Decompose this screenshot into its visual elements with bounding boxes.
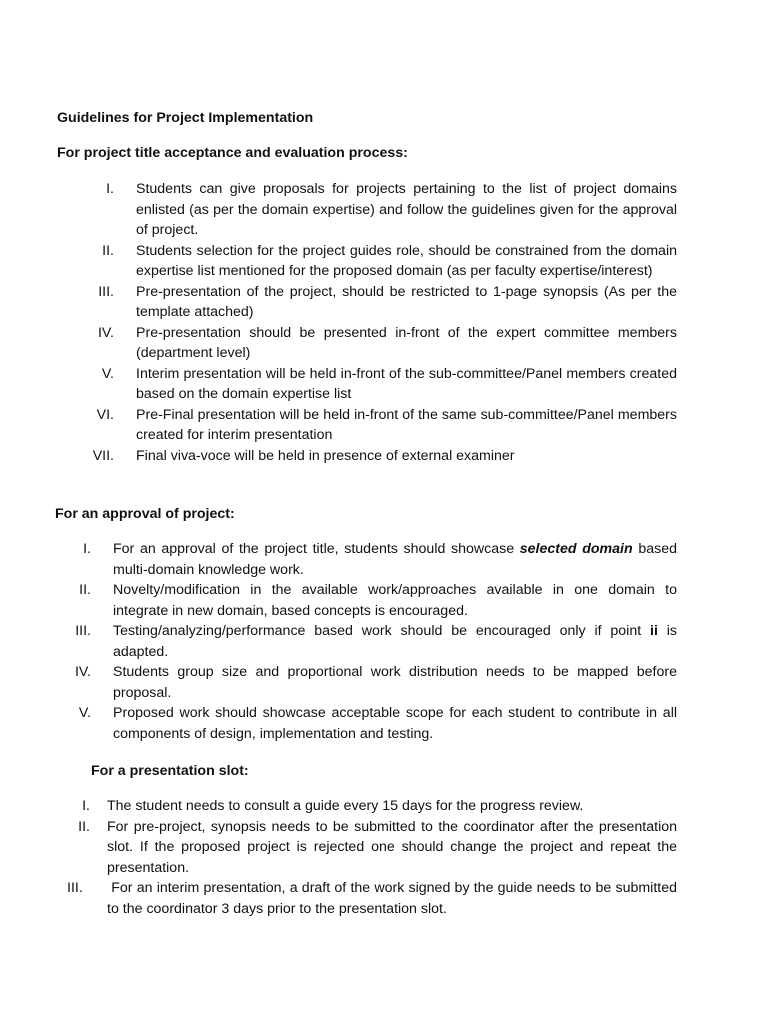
list-text: Pre-presentation of the project, should be restricted to 1-page synopsis (As per the template attached) <box>136 283 677 320</box>
emphasis-text: ii <box>650 623 658 639</box>
list-text-before: For an approval of the project title, students should showcase <box>113 541 520 557</box>
list-text: Pre-presentation should be presented in-front of the expert committee members (department level) <box>136 324 677 361</box>
list-item <box>102 241 677 282</box>
list-number: V. <box>101 365 114 382</box>
list-item <box>97 323 677 364</box>
list-item <box>79 580 677 621</box>
list-item <box>96 405 677 446</box>
list-item <box>98 282 677 323</box>
list-text: Students group size and proportional work distribution needs to be mapped before proposal. <box>113 664 677 701</box>
list-item <box>75 621 677 662</box>
section-heading-approval: For an approval of project: <box>55 506 235 522</box>
list-item <box>92 446 677 467</box>
emphasis-text: selected domain <box>519 541 633 557</box>
list-text: The student needs to consult a guide every 15 days for the progress review. <box>107 798 584 814</box>
presentation-slot-list <box>67 796 681 919</box>
approval-list <box>74 539 677 744</box>
list-number: IV. <box>74 664 91 680</box>
list-number: VI. <box>96 406 114 423</box>
list-number: V. <box>78 705 91 721</box>
list-item <box>67 878 681 919</box>
list-text <box>113 539 677 580</box>
list-number: III. <box>67 880 83 896</box>
list-item <box>101 364 677 405</box>
list-text-before: Testing/analyzing/performance based work should be encouraged only if point <box>113 623 651 639</box>
list-text: Proposed work should showcase acceptable scope for each student to contribute in all components of design, implementation and testing. <box>113 705 677 742</box>
list-text: Students can give proposals for projects pertaining to the list of project domains enlisted (as per the domain expertise) and follow the guidelines given for the approval of project. <box>136 181 677 238</box>
list-text: Final viva-voce will be held in presence of external examiner <box>136 447 515 464</box>
list-item <box>106 179 677 241</box>
section-heading-evaluation: For project title acceptance and evaluation process: <box>57 145 408 161</box>
list-item <box>78 817 677 879</box>
list-item <box>83 539 677 580</box>
list-number: VII. <box>92 447 114 464</box>
list-number: I. <box>82 798 90 814</box>
section-heading-presentation-slot: For a presentation slot: <box>91 763 249 779</box>
list-number: IV. <box>97 324 114 341</box>
list-number: I. <box>106 181 114 197</box>
list-number: II. <box>78 818 90 835</box>
list-text: Students selection for the project guides role, should be constrained from the domain expertise list mentioned for the proposed domain (as per faculty expertise/interest) <box>136 242 677 279</box>
list-item <box>78 703 677 744</box>
list-text <box>113 621 677 662</box>
list-text: Interim presentation will be held in-front of the sub-committee/Panel members created based on the domain expertise list <box>136 365 677 402</box>
document-title: Guidelines for Project Implementation <box>57 110 314 126</box>
list-text: For an interim presentation, a draft of the work signed by the guide needs to be submitted to the coordinator 3 days prior to the presentation slot. <box>107 880 681 917</box>
list-item <box>74 662 677 703</box>
list-item <box>82 796 677 817</box>
list-text-after: is adapted. <box>113 623 677 660</box>
evaluation-list <box>92 179 677 466</box>
list-number: III. <box>98 283 114 300</box>
list-text: Novelty/modification in the available work/approaches available in one domain to integrate in new domain, based concepts is encouraged. <box>113 582 677 619</box>
list-number: I. <box>83 541 91 557</box>
list-number: II. <box>79 582 91 598</box>
list-text: Pre-Final presentation will be held in-front of the same sub-committee/Panel members created for interim presentation <box>136 406 677 443</box>
list-text-after: based multi-domain knowledge work. <box>113 541 677 578</box>
list-number: II. <box>102 242 114 259</box>
list-text: For pre-project, synopsis needs to be submitted to the coordinator after the presentation slot. If the proposed project is rejected one should change the project and repeat the presentation. <box>107 818 677 876</box>
list-number: III. <box>75 623 91 639</box>
